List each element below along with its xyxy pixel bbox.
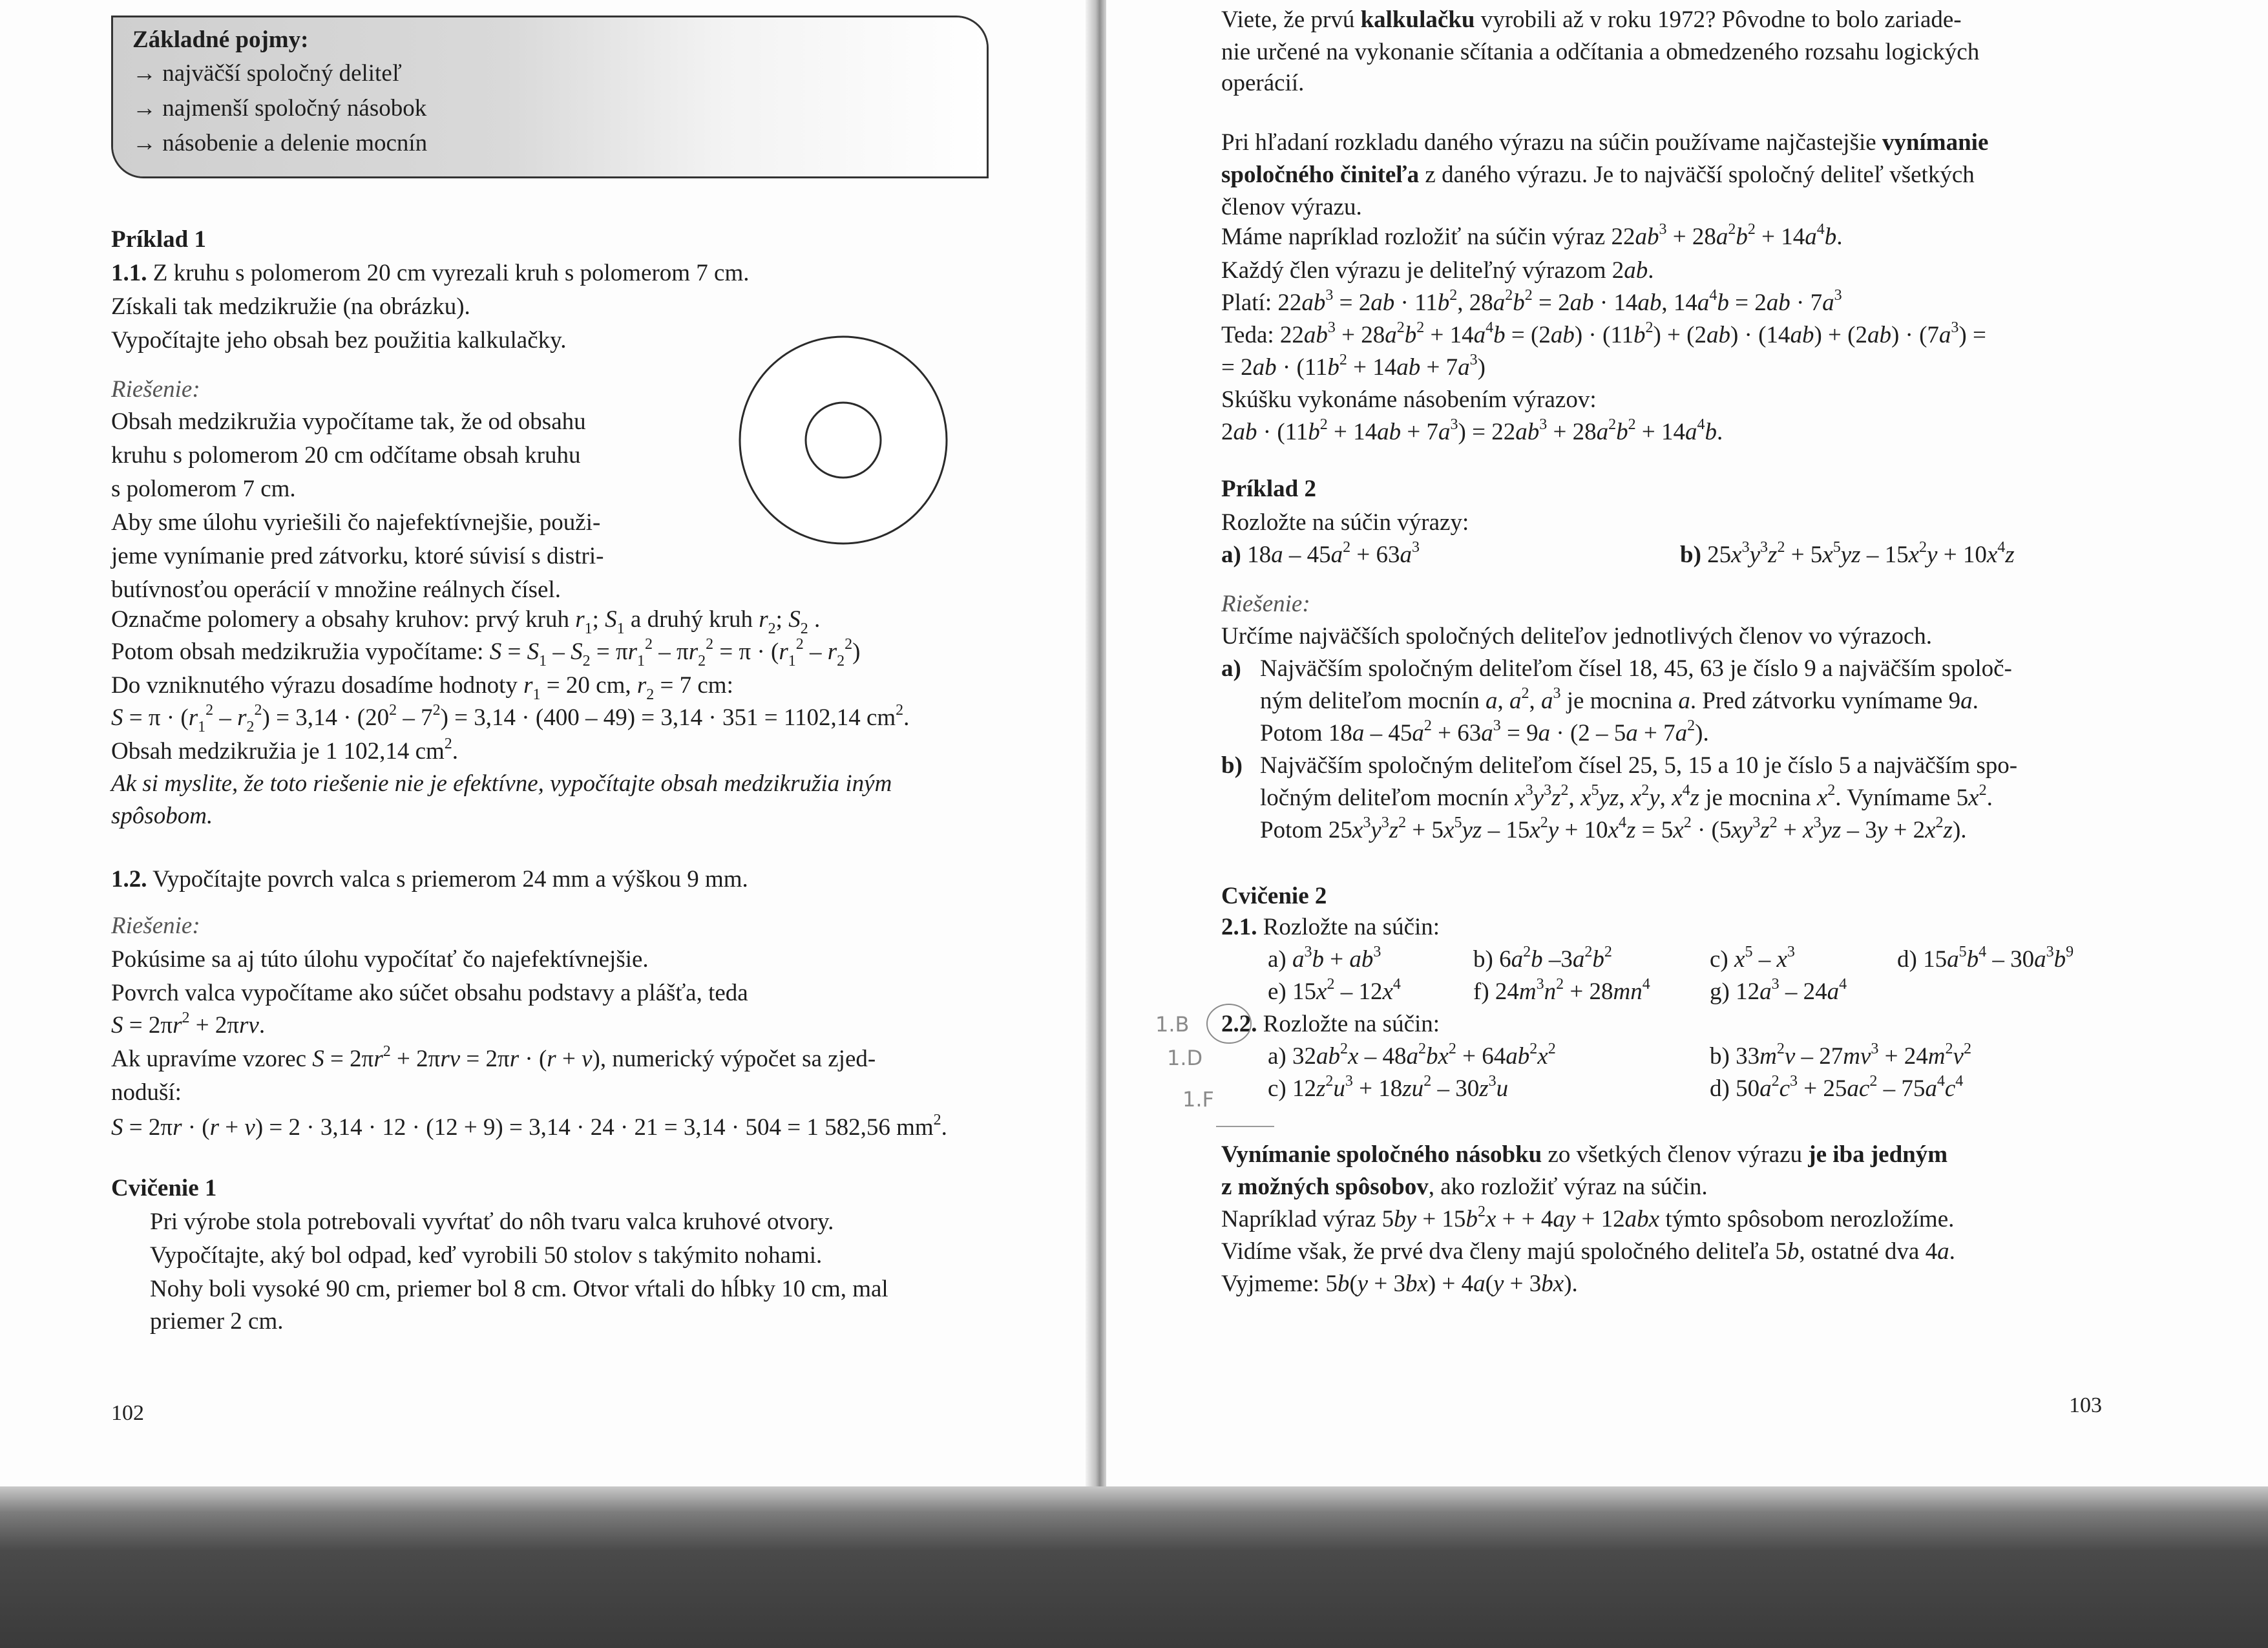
- box-title: Základné pojmy:: [132, 26, 309, 53]
- task-1-1: [111, 257, 750, 290]
- factoring-line: Skúšku vykonáme násobením výrazov:: [1221, 386, 1597, 413]
- factoring-line: Každý člen výrazu je deliteľný výrazom 2ab.: [1221, 257, 1654, 284]
- example-2-heading: Príklad 2: [1221, 476, 1316, 502]
- factoring-line: spoločného činiteľa z daného výrazu. Je to najväčší spoločný deliteľ všetkých: [1221, 162, 1975, 188]
- factoring-result: = $2ab \cdot (11b^2 + 14ab + 7a^3)$: [1221, 352, 1486, 381]
- page-number-left: 102: [111, 1401, 144, 1425]
- solution-line: ným deliteľom mocnín a, $a^2$, $a^3$ je mocnina a. Pred zátvorku vynímame 9a.: [1260, 685, 1979, 714]
- solution-line-substitute: Do vzniknutého výrazu dosadíme hodnoty $r_1 = 20$ cm, $r_2 = 7$ cm:: [111, 672, 733, 703]
- right-page: [1106, 0, 2268, 1486]
- pencil-circle: [1203, 999, 1255, 1048]
- solution-line: s polomerom 7 cm.: [111, 476, 296, 502]
- exercise-item-e: e) $15x^2 - 12x^4$: [1268, 976, 1401, 1005]
- solution-line: Obsah medzikružia vypočítame tak, že od obsahu: [111, 408, 586, 435]
- exercise-item-d: d) $15a^5b^4 - 30a^3b^9$: [1897, 944, 2074, 973]
- surface-calculation: S = 2πr · (r + v) = 2 · 3,14 · 12 · (12 + 9) = 3,14 · 24 · 21 = 3,14 · 504 = 1 582,56 $mm^2$.: [111, 1112, 947, 1141]
- note-line: Vynímanie spoločného násobku zo všetkých členov výrazu je iba jedným: [1221, 1141, 1948, 1168]
- box-item: → násobenie a delenie mocnín: [132, 130, 428, 156]
- factoring-line: Pri hľadaní rozkladu daného výrazu na súčin používame najčastejšie vynímanie: [1221, 129, 1989, 156]
- solution-a-label: a): [1221, 655, 1241, 682]
- solution-b-label: b): [1221, 752, 1243, 779]
- intro-line: nie určené na vykonanie sčítania a odčítania a obmedzeného rozsahu logických: [1221, 39, 1980, 65]
- exercise-line: Pri výrobe stola potrebovali vyvŕtať do nôh tvaru valca kruhové otvory.: [150, 1209, 834, 1235]
- task-1-1-line-3: Vypočítajte jeho obsah bez použitia kalkulačky.: [111, 327, 567, 354]
- exercise-item-b: b) $6a^2b$ $-3a^2b^2$: [1473, 944, 1612, 973]
- solution-line-formula: Potom obsah medzikružia vypočítame: $S = S_1 - S_2 = \pi r_1^2 - \pi r_2^2 = \pi \cdot (r_1^2 - r_2^2)$: [111, 636, 861, 670]
- solution-line: Najväčším spoločným deliteľom čísel 25, 5, 15 a 10 je číslo 5 a najväčším spo-: [1260, 752, 2018, 779]
- task-number: 1.1.: [111, 260, 147, 286]
- factoring-plati: Platí: $22ab^3 = 2ab \cdot 11b^2$, $28a^2b^2 = 2ab \cdot 14ab$, $14a^4b = 2ab \cdot 7a^3$: [1221, 287, 1842, 316]
- intro-line: Viete, že prvú kalkulačku vyrobili až v roku 1972? Pôvodne to bolo zariade-: [1221, 6, 1962, 33]
- exercise-item-g: g) $12a^3 - 24a^4$: [1710, 976, 1847, 1005]
- example-1-heading: Príklad 1: [111, 226, 206, 253]
- pencil-note: 1.D: [1167, 1046, 1203, 1070]
- factoring-line: členov výrazu.: [1221, 194, 1362, 220]
- exercise-line: Nohy boli vysoké 90 cm, priemer bol 8 cm. Otvor vŕtali do hĺbky 10 cm, mal: [150, 1276, 888, 1302]
- factoring-check: $2ab \cdot (11b^2 + 14ab + 7a^3) = 22ab^3 + 28a^2b^2 + 14a^4b$.: [1221, 416, 1723, 445]
- task-text: Vypočítajte povrch valca s priemerom 24 mm a výškou 9 mm.: [147, 866, 748, 893]
- box-item: → najmenší spoločný násobok: [132, 95, 427, 121]
- note-line: Vidíme však, že prvé dva členy majú spoločného deliteľa 5b, ostatné dva 4a.: [1221, 1238, 1955, 1265]
- note-line: z možných spôsobov, ako rozložiť výraz na súčin.: [1221, 1174, 1708, 1200]
- task-text: Z kruhu s polomerom 20 cm vyrezali kruh s polomerom 7 cm.: [147, 260, 750, 286]
- factoring-teda: Teda: $22ab^3 + 28a^2b^2 + 14a^4b = (2ab) \cdot (11b^2) + (2ab) \cdot (14ab) + (2ab) \cdot (7a^3)$ =: [1221, 319, 1986, 348]
- exercise-2-heading: Cvičenie 2: [1221, 883, 1327, 909]
- task-1-1-line-2: Získali tak medzikružie (na obrázku).: [111, 293, 470, 320]
- intro-line: operácií.: [1221, 70, 1305, 96]
- solution-label: Riešenie:: [111, 376, 200, 403]
- pencil-note: 1.B: [1155, 1012, 1190, 1037]
- hint-line: Ak si myslite, že toto riešenie nie je efektívne, vypočítajte obsah medzikružia iným: [111, 770, 892, 797]
- exercise-item-b: b) $33m^2v - 27mv^3 + 24m^2v^2$: [1710, 1041, 1971, 1070]
- solution-line: Pokúsime sa aj túto úlohu vypočítať čo najefektívnejšie.: [111, 946, 649, 973]
- exercise-item-c: c) $x^5 - x^3$: [1710, 944, 1795, 973]
- solution-line: Aby sme úlohu vyriešili čo najefektívnejšie, použi-: [111, 509, 601, 536]
- solution-line: Potom $18a - 45a^2 + 63a^3 = 9a \cdot (2 - 5a + 7a^2)$.: [1260, 717, 1709, 746]
- solution-line: noduší:: [111, 1079, 182, 1106]
- annulus-figure: [737, 333, 950, 547]
- example-2-task: Rozložte na súčin výrazy:: [1221, 509, 1469, 536]
- solution-line: butívnosťou operácií v množine reálnych čísel.: [111, 576, 561, 603]
- exercise-item-a: a) $a^3b + ab^3$: [1268, 944, 1381, 973]
- solution-label: Riešenie:: [1221, 591, 1310, 617]
- scanner-edge: [0, 1486, 2268, 1648]
- hint-line: spôsobom.: [111, 803, 213, 829]
- exercise-line: Vypočítajte, aký bol odpad, keď vyrobili 50 stolov s takýmito nohami.: [150, 1242, 823, 1269]
- left-page: [0, 0, 1092, 1486]
- solution-line: kruhu s polomerom 20 cm odčítame obsah kruhu: [111, 442, 581, 469]
- solution-line: Najväčším spoločným deliteľom čísel 18, 45, 63 je číslo 9 a najväčším spoloč-: [1260, 655, 2012, 682]
- exercise-item-a: a) $32ab^2x - 48a^2bx^2 + 64ab^2x^2$: [1268, 1041, 1556, 1070]
- solution-line-notation: Označme polomery a obsahy kruhov: prvý kruh $r_1$; $S_1$ a druhý kruh $r_2$; $S_2$ .: [111, 606, 821, 637]
- solution-line: Povrch valca vypočítame ako súčet obsahu podstavy a plášťa, teda: [111, 980, 748, 1006]
- solution-line: jeme vynímanie pred zátvorku, ktoré súvisí s distri-: [111, 543, 604, 569]
- task-number: 1.2.: [111, 866, 147, 893]
- example-2-a: a) $18a - 45a^2 + 63a^3$: [1221, 539, 1420, 568]
- solution-line: Potom $25x^3y^3z^2 + 5x^5yz - 15x^2y + 10x^4z = 5x^2 \cdot (5xy^3z^2 + x^3yz - 3y + 2x^2z)$.: [1260, 814, 1967, 843]
- key-concepts-box: [111, 16, 989, 178]
- solution-line: Ak upravíme vzorec $S = 2\pi r^2 + 2\pi rv = 2\pi r \cdot (r + v)$, numerický výpočet sa zjed-: [111, 1043, 876, 1072]
- exercise-1-heading: Cvičenie 1: [111, 1175, 217, 1201]
- task-1-2: [111, 863, 748, 896]
- example-expression: Máme napríklad rozložiť na súčin výraz $22ab^3 + 28a^2b^2 + 14a^4b$.: [1221, 221, 1843, 250]
- exercise-item-f: f) $24m^3n^2 + 28mn^4$: [1473, 976, 1650, 1005]
- task-2-2: 2.2. Rozložte na súčin:: [1221, 1011, 1440, 1037]
- inner-circle: [806, 403, 881, 478]
- example-2-b: b) $25x^3y^3z^2 + 5x^5yz - 15x^2y + 10x^4z$: [1680, 539, 2015, 568]
- solution-line: ločným deliteľom mocnín $x^3y^3z^2$, $x^5yz$, $x^2y$, $x^4z$ je mocnina $x^2$. Vynímame $5x^2$.: [1260, 782, 1993, 811]
- surface-formula: $S = 2\pi r^2 + 2\pi rv$.: [111, 1009, 266, 1039]
- solution-result: Obsah medzikružia je 1 102,14 $cm^2$.: [111, 735, 459, 765]
- pencil-underline: [1216, 1126, 1274, 1127]
- solution-label: Riešenie:: [111, 913, 200, 939]
- note-line: Vyjmeme: 5b(y + 3bx) + 4a(y + 3bx).: [1221, 1271, 1578, 1297]
- solution-line: Určíme najväčších spoločných deliteľov jednotlivých členov vo výrazoch.: [1221, 623, 1933, 650]
- box-item: → najväčší spoločný deliteľ: [132, 60, 402, 87]
- pencil-note: 1.F: [1182, 1087, 1214, 1112]
- task-2-1: 2.1. Rozložte na súčin:: [1221, 914, 1440, 940]
- note-line: Napríklad výraz $5by + 15b^2x$ + + 4ay + 12abx týmto spôsobom nerozložíme.: [1221, 1203, 1955, 1232]
- exercise-item-c: c) $12z^2u^3 + 18zu^2 - 30z^3u$: [1268, 1073, 1509, 1102]
- solution-line-calculation: $S = \pi \cdot (r_1^2 - r_2^2) = 3,14 \cdot (20^2 - 7^2) = 3,14 \cdot (400 - 49) = 3,14 \cdot 351 = 1102,14$ $cm^2$.: [111, 702, 910, 735]
- page-number-right: 103: [2069, 1393, 2102, 1417]
- exercise-line: priemer 2 cm.: [150, 1308, 284, 1335]
- exercise-item-d: d) $50a^2c^3 + 25ac^2 - 75a^4c^4$: [1710, 1073, 1964, 1102]
